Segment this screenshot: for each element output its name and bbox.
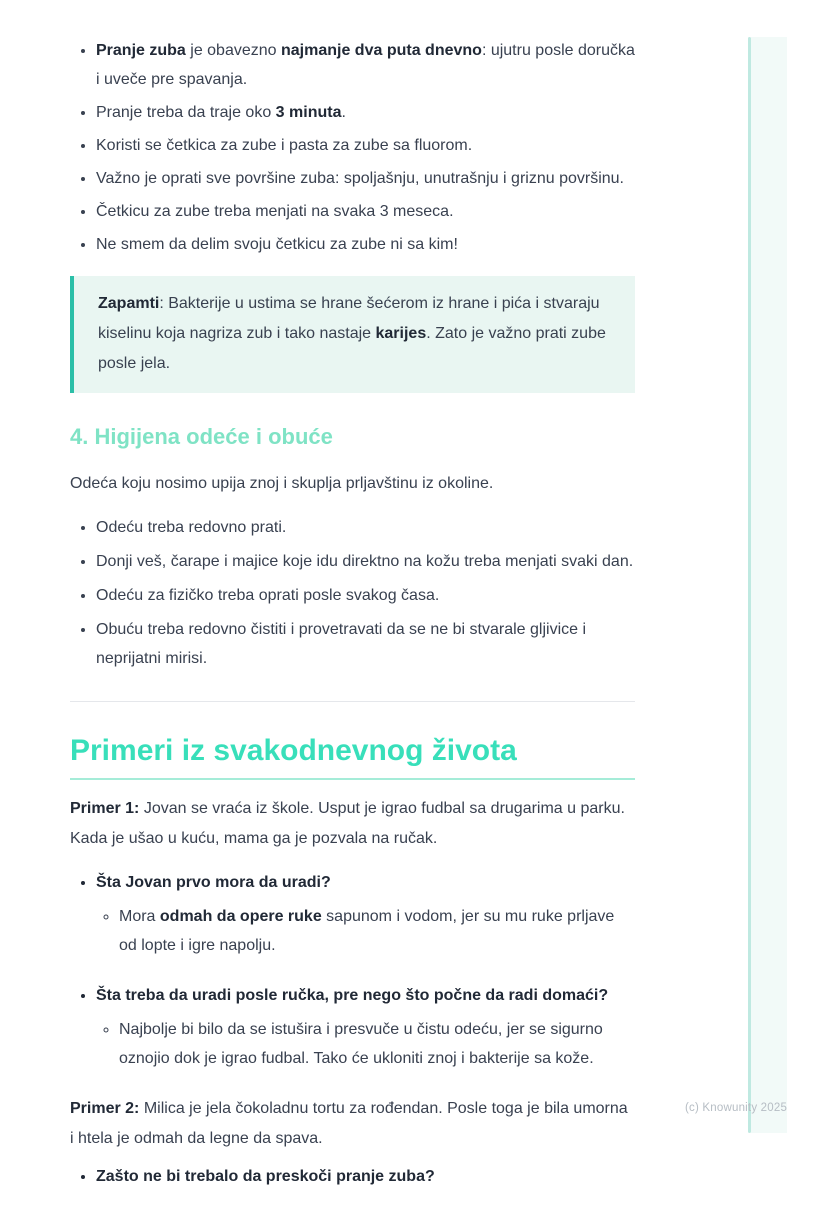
qa-item	[96, 981, 635, 1073]
list-item: • Važno je oprati sve površine zuba: spoljašnju, unutrašnju i griznu površinu.	[96, 164, 635, 193]
teeth-hygiene-list	[70, 36, 635, 259]
example-paragraph: Primer 1: Jovan se vraća iz škole. Usput je igrao fudbal sa drugarima u parku. Kada je ušao u kuću, mama ga je pozvala na ručak.	[70, 800, 625, 847]
callout-note	[70, 276, 635, 393]
page-title: Primeri iz svakodnevnog života	[70, 732, 635, 780]
example-paragraph: Primer 2: Milica je jela čokoladnu tortu za rođendan. Posle toga je bila umorna i htela je odmah da legne da spava.	[70, 1100, 628, 1147]
section-divider	[70, 701, 635, 702]
section-heading: 4. Higijena odeće i obuće	[70, 424, 333, 449]
list-item: • Obuću treba redovno čistiti i provetravati da se ne bi stvarale gljivice i neprijatni mirisi.	[96, 615, 635, 673]
page-edge-tint	[751, 37, 787, 1133]
final-question-list	[70, 1162, 635, 1191]
list-item: • Donji veš, čarape i majice koje idu direktno na kožu treba menjati svaki dan.	[96, 547, 635, 576]
content-column	[70, 36, 635, 1212]
list-item: • Ne smem da delim svoju četkicu za zube ni sa kim!	[96, 230, 635, 259]
page-edge-bar	[748, 37, 751, 1133]
answer-text: ◦ Najbolje bi bilo da se istušira i presvuče u čistu odeću, jer se sigurno oznojio dok je igrao fudbal. Tako će ukloniti znoj i bakterije sa kože.	[119, 1015, 635, 1073]
question-text: • Šta Jovan prvo mora da uradi?	[96, 874, 331, 891]
list-item: • Pranje treba da traje oko 3 minuta.	[96, 98, 635, 127]
copyright-watermark: (c) Knowunity 2025	[685, 1102, 788, 1114]
answer-text: ◦ Mora odmah da opere ruke sapunom i vodom, jer su mu ruke prljave od lopte i igre napolju.	[119, 902, 635, 960]
list-item: • Koristi se četkica za zube i pasta za zube sa fluorom.	[96, 131, 635, 160]
example-qa-list	[70, 868, 635, 1073]
callout-text: Zapamti: Bakterije u ustima se hrane šećerom iz hrane i pića i stvaraju kiselinu koja nagriza zub i tako nastaje karijes. Zato je važno prati zube posle jela.	[98, 295, 606, 372]
qa-item	[96, 868, 635, 960]
clothes-hygiene-list	[70, 513, 635, 673]
qa-item	[96, 1162, 635, 1191]
question-text: • Zašto ne bi trebalo da preskoči pranje zuba?	[96, 1168, 435, 1185]
section-intro: Odeća koju nosimo upija znoj i skuplja prljavštinu iz okoline.	[70, 475, 494, 492]
list-item: • Odeću treba redovno prati.	[96, 513, 635, 542]
answer-sublist	[96, 902, 635, 960]
list-item: • Odeću za fizičko treba oprati posle svakog časa.	[96, 581, 635, 610]
list-item: • Četkicu za zube treba menjati na svaka 3 meseca.	[96, 197, 635, 226]
answer-sublist	[96, 1015, 635, 1073]
question-text: • Šta treba da uradi posle ručka, pre nego što počne da radi domaći?	[96, 987, 609, 1004]
list-item: • Pranje zuba je obavezno najmanje dva puta dnevno: ujutru posle doručka i uveče pre spavanja.	[96, 36, 635, 94]
